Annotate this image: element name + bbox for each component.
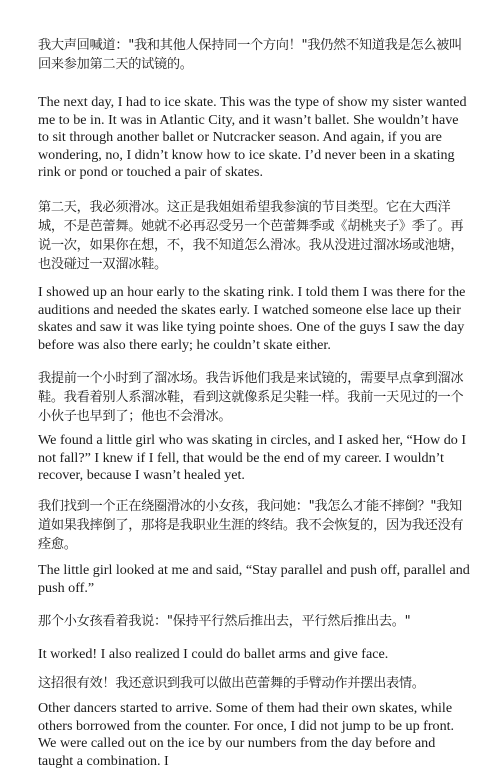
paragraph-english-4: The little girl looked at me and said, “Stay parallel and push off, parallel and push off.” <box>38 562 470 596</box>
paragraph-chinese-3: 我提前一个小时到了溜冰场。我告诉他们我是来试镜的，需要早点拿到溜冰鞋。我看着别人系溜冰鞋，看到这就像系足尖鞋一样。我前一天见过的一个小伙子也早到了；他也不会滑冰。 <box>38 371 464 424</box>
paragraph-chinese-6: 这招很有效！我还意识到我可以做出芭蕾舞的手臂动作并摆出表情。 <box>38 676 425 691</box>
paragraph-english-1: The next day, I had to ice skate. This was the type of show my sister wanted me to be in. It was in Atlantic City, and it wasn’t ballet. She wouldn’t have to sit through another ballet or Nutcracker season. And again, if you are wondering, no, I didn’t know how to ice skate. I’d never been in a skating rink or pond or touched a pair of skates. <box>38 94 467 181</box>
paragraph-chinese-2: 第二天，我必须滑冰。这正是我姐姐希望我参演的节目类型。它在大西洋城，不是芭蕾舞。她就不必再忍受另一个芭蕾舞季或《胡桃夹子》季了。再说一次，如果你在想，不，我不知道怎么滑冰。我从没进过溜冰场或池塘，也没碰过一双溜冰鞋。 <box>38 200 464 272</box>
paragraph-chinese-1: 我大声回喊道："我和其他人保持同一个方向！"我仍然不知道我是怎么被叫回来参加第二天的试镜的。 <box>38 38 462 72</box>
paragraph-english-3: We found a little girl who was skating in circles, and I asked her, “How do I not fall?” I knew if I fell, that would be the end of my career. I wouldn’t recover, because I wasn’t healed yet. <box>38 432 467 484</box>
paragraph-chinese-4: 我们找到一个正在绕圈滑冰的小女孩，我问她："我怎么才能不摔倒？"我知道如果我摔倒了，那将是我职业生涯的终结。我不会恢复的，因为我还没有痊愈。 <box>38 499 464 552</box>
paragraph-english-2: I showed up an hour early to the skating rink. I told them I was there for the auditions and needed the skates early. I watched someone else lace up their skates and saw it was like tying pointe shoes. One of the guys I saw the day before was also there early; he couldn’t skate either. <box>38 284 466 353</box>
paragraph-english-6: Other dancers started to arrive. Some of them had their own skates, while others borrowed from the counter. For once, I did not jump to be up front. We were called out on the ice by our numbers from the day before and taught a combination. I <box>38 700 455 769</box>
paragraph-chinese-5: 那个小女孩看着我说："保持平行然后推出去，平行然后推出去。" <box>38 614 411 629</box>
paragraph-english-5: It worked! I also realized I could do ballet arms and give face. <box>38 646 389 662</box>
